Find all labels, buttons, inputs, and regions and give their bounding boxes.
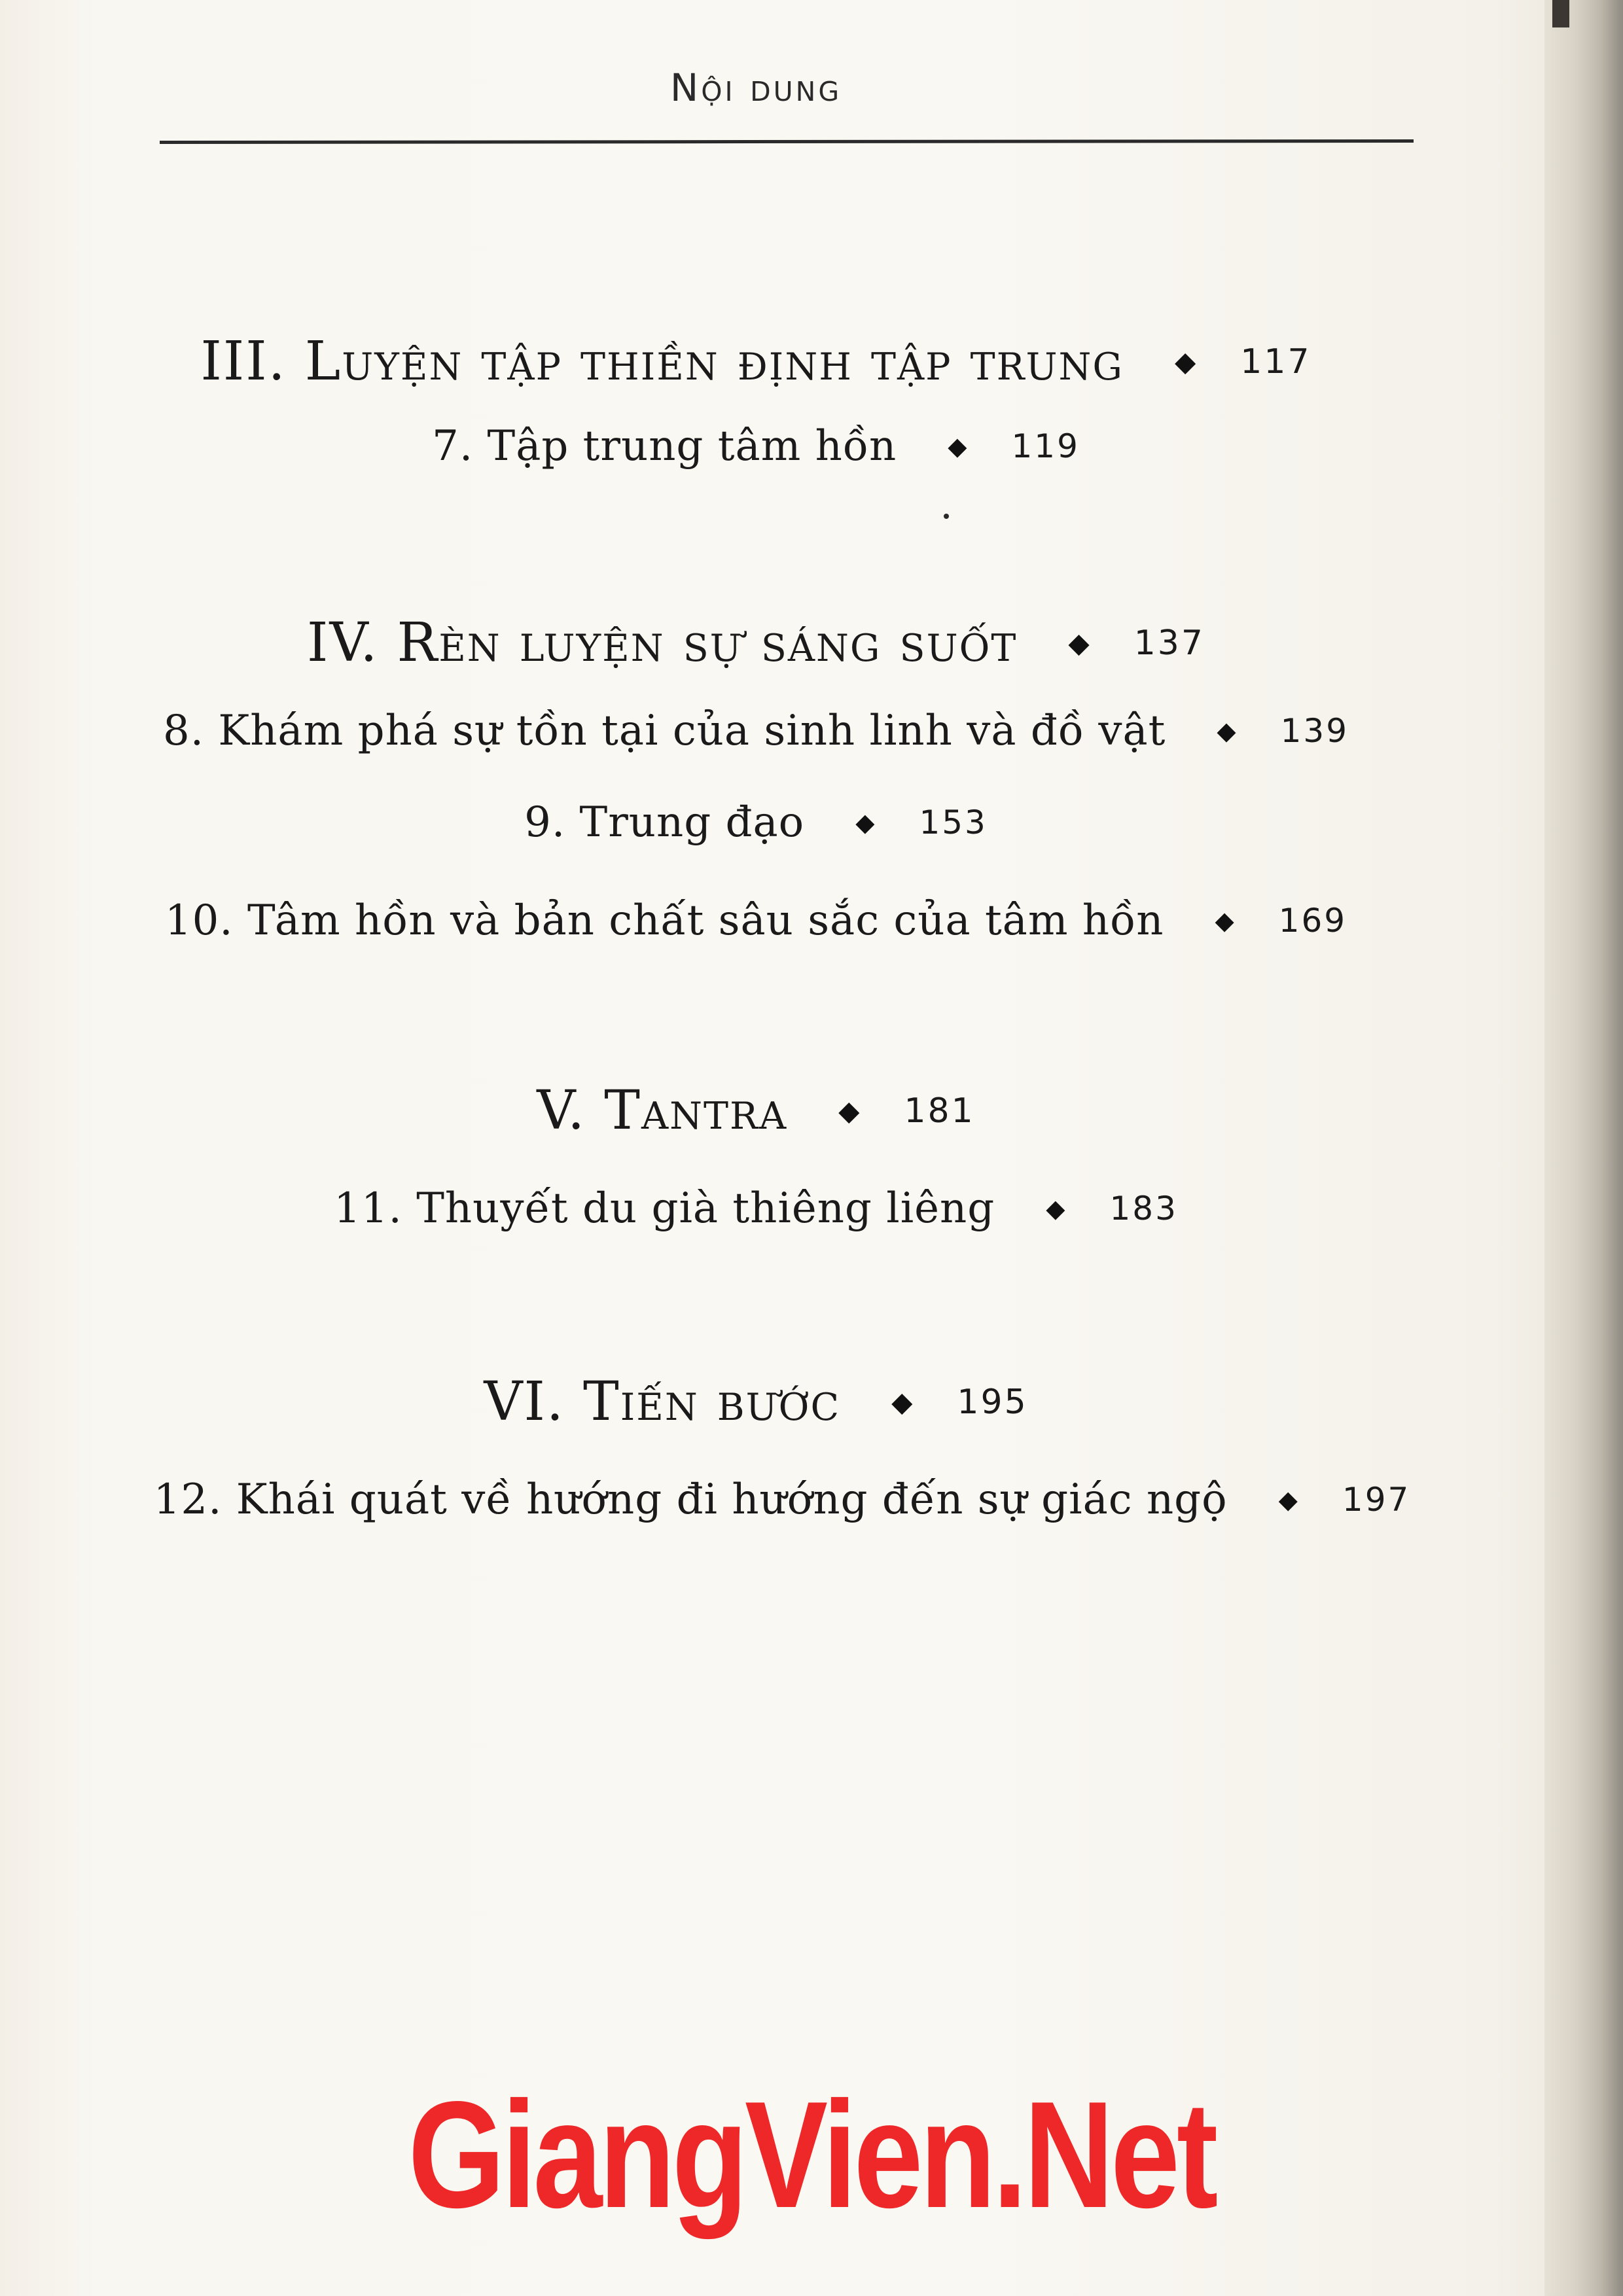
diamond-separator-icon: ◆ [1278, 1485, 1298, 1514]
toc-part-title: IV. Rèn luyện sự sáng suốt [307, 612, 1018, 674]
diamond-separator-icon: ◆ [838, 1095, 860, 1127]
toc-chapter-title: 12. Khái quát về hướng đi hướng đến sự giác ngộ [153, 1475, 1228, 1524]
toc-chapter-12 [26, 1475, 1538, 1524]
toc-part-title: VI. Tiến bước [484, 1371, 841, 1433]
toc-chapter-11 [0, 1184, 1512, 1233]
toc-chapter-title: 9. Trung đạo [524, 798, 805, 847]
toc-page-number: 117 [1240, 342, 1311, 381]
toc-page-number: 137 [1133, 623, 1205, 663]
toc-page-number: 139 [1280, 712, 1349, 750]
diamond-separator-icon: ◆ [1215, 906, 1234, 935]
page-binding-shadow [1544, 0, 1623, 2296]
watermark-logo: GiangVien.Net [408, 2070, 1215, 2240]
diamond-separator-icon: ◆ [1174, 345, 1196, 378]
diamond-separator-icon: ◆ [855, 808, 875, 837]
toc-chapter-title: 10. Tâm hồn và bản chất sâu sắc của tâm hồn [164, 896, 1164, 945]
toc-chapter-title: 8. Khám phá sự tồn tại của sinh linh và đồ vật [162, 707, 1166, 755]
diamond-separator-icon: ◆ [1046, 1194, 1065, 1223]
toc-page-number: 183 [1109, 1190, 1178, 1227]
toc-page-number: 197 [1342, 1481, 1411, 1519]
toc-part-vi [0, 1371, 1512, 1433]
toc-chapter-title: 11. Thuyết du già thiêng liêng [334, 1184, 995, 1233]
toc-part-title: V. Tantra [537, 1080, 788, 1142]
toc-page-number: 195 [957, 1382, 1028, 1422]
toc-chapter-9 [0, 798, 1512, 847]
toc-part-v [0, 1080, 1512, 1142]
toc-chapter-7 [0, 422, 1512, 470]
toc-part-iii [0, 330, 1512, 393]
toc-chapter-8 [0, 707, 1512, 755]
scan-speck [944, 514, 949, 519]
scan-corner-mark [1552, 0, 1569, 27]
header-rule [160, 139, 1414, 144]
diamond-separator-icon: ◆ [891, 1386, 913, 1418]
diamond-separator-icon: ◆ [948, 432, 967, 461]
toc-page-number: 119 [1011, 427, 1080, 465]
toc-chapter-10 [0, 896, 1512, 945]
toc-page-number: 153 [919, 804, 988, 841]
diamond-separator-icon: ◆ [1217, 716, 1236, 745]
diamond-separator-icon: ◆ [1068, 627, 1090, 659]
toc-chapter-title: 7. Tập trung tâm hồn [432, 422, 897, 470]
toc-part-title: III. Luyện tập thiền định tập trung [200, 330, 1124, 393]
toc-part-iv [0, 612, 1512, 674]
page-header-title: Nội dung [669, 65, 842, 110]
toc-page-number: 181 [904, 1091, 975, 1131]
toc-page-number: 169 [1278, 902, 1347, 940]
